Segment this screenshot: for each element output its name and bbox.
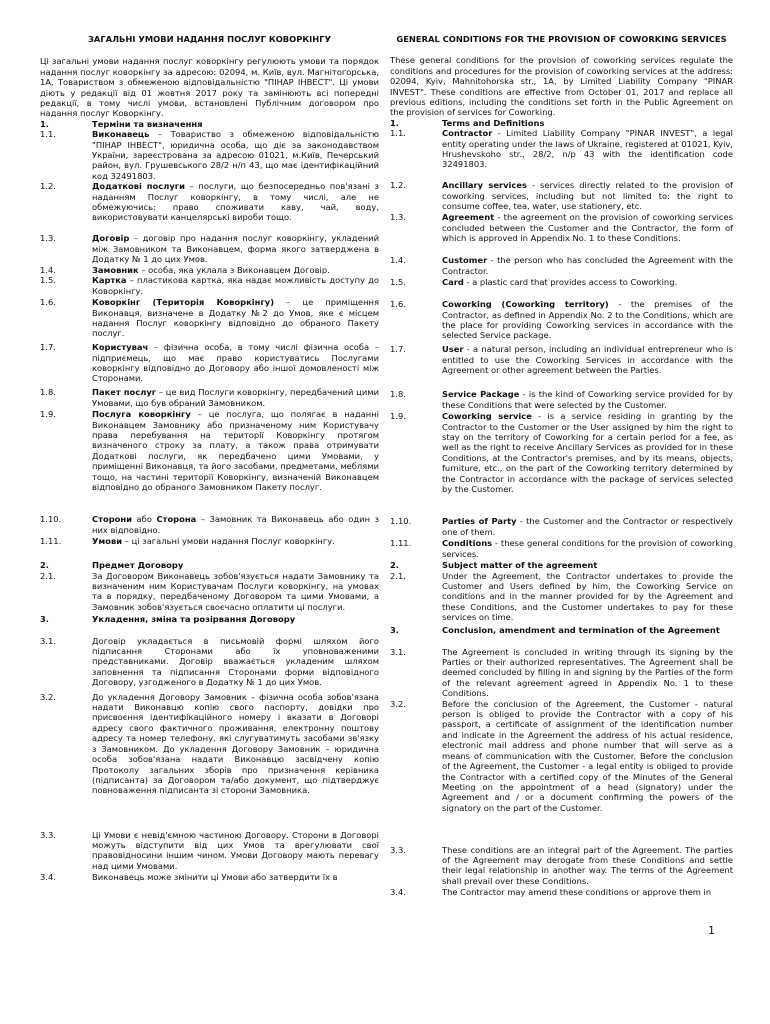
- clause-term: Customer: [442, 255, 488, 266]
- clause-body: – Товариство з обмеженою відповідальністю "ПІНАР ІНВЕСТ", юридична особа, що діє за законодавством України, зареєстрована за адресою 01021, м.Київ, Печерський район, вул. Грушевського 28/2 н/п 43, що має ідентифікаційний код 32491803.: [92, 129, 379, 181]
- en-section-2-num: 2.: [390, 560, 399, 571]
- clause-body: - the person who has concluded the Agreement with the Contractor.: [442, 255, 733, 276]
- clause-number: 1.5.: [390, 277, 406, 288]
- clause-body: – ці загальні умови надання Послуг коворкінгу.: [122, 536, 335, 547]
- clause-term: User: [442, 344, 464, 355]
- clause-body: За Договором Виконавець зобов'язується надати Замовнику та визначеним ним Користувачам Послуги коворкінгу, на умовах та в порядку, передбаченому Договором та цими Умовами, а Замовник зобов'язується своєчасно оплатити ці послуги.: [92, 570, 379, 612]
- clause-number: 1.2.: [40, 181, 56, 192]
- en-section-2: [390, 560, 733, 570]
- en-clause-1-7: [390, 344, 733, 389]
- clause-number: 1.2.: [390, 180, 406, 191]
- clause-text: [92, 233, 379, 265]
- uk-section-2-num: 2.: [40, 560, 49, 571]
- uk-clause-1-1: [40, 129, 379, 181]
- clause-text: [442, 212, 733, 255]
- clause-number: 3.2.: [390, 698, 406, 709]
- clause-text: [442, 255, 733, 277]
- clause-body: - the Customer and the Contractor or respectively one of them.: [442, 516, 733, 537]
- en-clause-1-9: [390, 411, 733, 516]
- clause-text: [442, 344, 733, 389]
- clause-body: або: [132, 514, 157, 525]
- en-section-1-num: 1.: [390, 117, 399, 128]
- en-section-3-title: Conclusion, amendment and termination of the Agreement: [442, 624, 720, 635]
- clause-number: 2.1.: [390, 570, 406, 581]
- clause-term: Користувач: [92, 342, 149, 353]
- clause-term-2: Сторона: [156, 514, 197, 525]
- clause-term: Додаткові послуги: [92, 181, 185, 192]
- en-clause-1-6: [390, 299, 733, 344]
- en-section-3-num: 3.: [390, 624, 399, 635]
- clause-body: - services directly related to the provision of coworking services, including but not limited to: the right to consume coffee, tea, water, use stationery, etc.: [442, 180, 733, 212]
- clause-text: [92, 275, 379, 297]
- clause-term: Contractor: [442, 128, 493, 139]
- clause-term: Service Package: [442, 389, 520, 400]
- uk-clause-3-2: [40, 692, 379, 830]
- clause-text: [442, 411, 733, 516]
- uk-clause-1-10: [40, 514, 379, 536]
- clause-number: 1.4.: [390, 255, 406, 266]
- clause-number: 1.11.: [390, 538, 412, 549]
- clause-text: [92, 342, 379, 387]
- clause-number: 3.1.: [390, 646, 406, 657]
- en-clause-3-3: [390, 845, 733, 887]
- uk-section-3: [40, 614, 379, 636]
- clause-body: The Agreement is concluded in writing through its signing by the Parties or their authorized representatives. The Agreement shall be deemed concluded by filling in and signing by the Parties of the form of the relevant agreement agreed in Appendix No. 1 to these Conditions.: [442, 646, 733, 699]
- clause-number: 1.8.: [390, 389, 406, 400]
- uk-clause-1-7: [40, 342, 379, 387]
- en-clause-3-2: [390, 699, 733, 845]
- clause-text: [442, 538, 733, 560]
- uk-clause-3-4: [40, 872, 379, 883]
- clause-number: 1.5.: [40, 275, 56, 286]
- uk-clause-1-3: [40, 233, 379, 265]
- clause-body: - these general conditions for the provision of coworking services.: [442, 538, 733, 559]
- clause-number: 3.3.: [390, 844, 406, 855]
- clause-body: - Limited Liability Company "PINAR INVEST", a legal entity operating under the laws of Ukraine, registered at 01021, Kyiv, Hrushevskoho str., 28/2, n/p 43 with the identification code 32491803.: [442, 128, 733, 170]
- english-column: [390, 34, 733, 898]
- uk-section-2-title: Предмет Договору: [92, 560, 184, 571]
- clause-body: До укладення Договору Замовник – фізична особа зобов'язана надати Виконавцю копію свого паспорту, довідки про присвоєння ідентифікаційного номеру і вказати в Договорі адресу свого фактичного проживання, електронну поштову адресу та номер телефону, які слугуватимуть засобами зв'язку з Замовником. До укладення Договору Замовник – юридична особа зобов'язана надати Виконавцю засвідчену копію Протоколу загальних зборів про призначення керівника (підписанта) за Договором та/або документ, що підтверджує повноваження підписанта зі сторони Замовника.: [92, 691, 379, 796]
- clause-text: [92, 181, 379, 233]
- clause-body: - is a service residing in granting by the Contractor to the Customer or the User assigned by him the right to stay on the territory of Coworking for a certain period for a fee, as well as the right to receive Ancillary Services as provided for in these Conditions, at the Contractor's premises, and by its means, objects, furniture, etc., on the part of the Coworking territory determined by the Contractor in accordance with the package of services selected by the Customer.: [442, 411, 733, 495]
- uk-clause-3-1: [40, 636, 379, 692]
- en-clause-1-3: [390, 212, 733, 255]
- clause-text: [92, 387, 379, 409]
- clause-number: 3.1.: [40, 635, 56, 646]
- clause-text: [442, 299, 733, 344]
- clause-number: 1.3.: [390, 212, 406, 223]
- clause-body: - the agreement on the provision of coworking services concluded between the Customer and the Contractor, the form of which is approved in Appendix No. 1 to these Conditions.: [442, 212, 733, 244]
- clause-number: 1.1.: [390, 128, 406, 139]
- clause-body: – пластикова картка, яка надає можливість доступу до Коворкінгу.: [92, 275, 379, 296]
- clause-body: – особа, яка уклала з Виконавцем Договір.: [138, 265, 330, 276]
- clause-body: – послуги, що безпосередньо пов'язані з наданням Послуг коворкінгу, в тому числі, але не обмежуючись: право споживати каву, чай, воду, використовувати канцелярські вироби тощо.: [92, 181, 379, 223]
- clause-number: 3.2.: [40, 691, 56, 702]
- ukrainian-column: [40, 34, 379, 883]
- clause-term: Умови: [92, 536, 123, 547]
- clause-term: Coworking service: [442, 411, 532, 422]
- clause-text: [442, 277, 733, 299]
- uk-section-1-num: 1.: [40, 118, 49, 129]
- clause-number: 1.9.: [390, 411, 406, 422]
- clause-body: – фізична особа, в тому числі фізична особа – підприємець, що має право користуватись Послугами коворкінгу відповідно до Договору або іншої домовленості між Сторонами.: [92, 342, 379, 384]
- clause-body: Договір укладається в письмовій формі шляхом його підписання Сторонами або їх уповноваженими представниками. Договір вважається укладеним шляхом заповнення та підписання Сторонами форми відповідного Договору, узгодженого в Додатку № 1 до цих Умов.: [92, 635, 379, 688]
- clause-text: [92, 409, 379, 514]
- page-number: 1: [708, 924, 715, 937]
- en-section-1-title: Terms and Definitions: [442, 117, 545, 128]
- clause-text: [92, 265, 379, 275]
- clause-number: 1.8.: [40, 387, 56, 398]
- en-title: GENERAL CONDITIONS FOR THE PROVISION OF COWORKING SERVICES: [396, 34, 727, 44]
- uk-section-3-title: Укладення, зміна та розірвання Договору: [92, 613, 296, 624]
- clause-text: [92, 129, 379, 181]
- clause-text: [92, 536, 379, 560]
- uk-clause-1-6: [40, 297, 379, 342]
- uk-section-2: [40, 560, 379, 570]
- clause-term: Coworking (Coworking territory): [442, 299, 609, 310]
- clause-body: Виконавець може змінити ці Умови або затвердити їх в: [92, 871, 338, 882]
- clause-body: These conditions are an integral part of the Agreement. The parties of the Agreement may derogate from these Conditions and settle their legal relationship in another way. The terms of the Agreement shall prevail over these Conditions.: [442, 844, 733, 886]
- clause-term: Ancillary services: [442, 180, 527, 191]
- clause-number: 3.3.: [40, 829, 56, 840]
- clause-term: Виконавець: [92, 129, 150, 140]
- clause-term: Коворкінг (Територія Коворкінгу): [92, 297, 275, 308]
- en-section-1: [390, 118, 733, 128]
- clause-number: 1.11.: [40, 536, 62, 547]
- clause-number: 3.4.: [40, 871, 56, 882]
- clause-number: 1.10.: [40, 514, 62, 525]
- clause-number: 1.9.: [40, 409, 56, 420]
- uk-intro: Ці загальні умови надання послуг коворкінгу регулюють умови та порядок надання послуг коворкінгу за адресою: 02094, м. Київ, вул. Магнітогорська, 1А, Товариством з обмеженою відповідальністю "ПІНАР ІНВЕСТ". Ці умови діють у редакції від 01 жовтня 2017 року та замінюють всі попередні редакції, в тому числі умови, встановлені Публічним договором про надання послуг Коворкінгу.: [40, 56, 379, 119]
- clause-number: 3.4.: [390, 886, 406, 897]
- clause-term: Parties of Party: [442, 516, 517, 527]
- clause-term: Послуга коворкінгу: [92, 409, 191, 420]
- clause-term: Договір: [92, 233, 130, 244]
- clause-number: 1.4.: [40, 265, 56, 276]
- clause-text: [442, 180, 733, 212]
- clause-text: [442, 516, 733, 538]
- clause-body: – це вид Послуги коворкінгу, передбачений цими Умовами, що був обраний Замовником.: [92, 387, 380, 408]
- en-clause-1-2: [390, 180, 733, 212]
- clause-number: 1.6.: [390, 299, 406, 310]
- en-clause-3-1: [390, 647, 733, 699]
- en-clause-1-1: [390, 128, 733, 180]
- en-clause-1-8: [390, 389, 733, 411]
- clause-body-2: – Замовник та Виконавець або один з них відповідно.: [92, 514, 380, 535]
- clause-term: Conditions: [442, 538, 493, 549]
- en-clause-1-10: [390, 516, 733, 538]
- uk-clause-1-9: [40, 409, 379, 514]
- clause-body: – договір про надання послуг коворкінгу, укладений між Замовником та Виконавцем, форма якого затверджена в Додатку № 1 до цих Умов.: [92, 233, 379, 265]
- clause-body: - is the kind of Coworking service provided for by these Conditions that were selected by the Customer.: [442, 389, 733, 410]
- clause-body: Ці Умови є невід'ємною частиною Договору. Сторони в Договорі можуть відступити від цих Умов та врегулювати свої правовідносини іншим чином. Умови Договору мають перевагу над цими Умовами.: [92, 829, 379, 871]
- uk-clause-1-8: [40, 387, 379, 409]
- uk-section-1-title: Терміни та визначення: [92, 118, 203, 129]
- clause-text: [92, 514, 379, 536]
- clause-term: Agreement: [442, 212, 495, 223]
- uk-clause-1-4: [40, 265, 379, 275]
- clause-text: [92, 297, 379, 342]
- clause-number: 1.10.: [390, 516, 412, 527]
- clause-term: Картка: [92, 275, 127, 286]
- uk-clause-1-2: [40, 181, 379, 233]
- clause-body: - the premises of the Contractor, as defined in Appendix No. 2 to the Conditions, which are the place for providing Coworking services in accordance with the selected Service package.: [442, 299, 733, 341]
- clause-term: Card: [442, 277, 464, 288]
- en-clause-1-4: [390, 255, 733, 277]
- clause-text: [442, 389, 733, 411]
- en-intro: These general conditions for the provision of coworking services regulate the conditions and procedures for the provision of coworking services at the address: 02094, Kyiv, Mahnitohorska str., 1A, by Limited Liability Company "PINAR INVEST". These conditions are effective from October 01, 2017 and replace all previous editions, including the conditions set forth in the Public Agreement on the provision of services for Coworking.: [390, 55, 733, 118]
- uk-section-3-num: 3.: [40, 613, 49, 624]
- uk-title: ЗАГАЛЬНІ УМОВИ НАДАННЯ ПОСЛУГ КОВОРКІНГУ: [87, 34, 332, 44]
- clause-term: Пакет послуг: [92, 387, 157, 398]
- en-section-2-title: Subject matter of the agreement: [442, 560, 598, 571]
- clause-term: Замовник: [92, 265, 139, 276]
- en-clause-1-5: [390, 277, 733, 299]
- clause-body: - a plastic card that provides access to Coworking.: [463, 277, 678, 288]
- uk-clause-1-11: [40, 536, 379, 560]
- clause-number: 1.6.: [40, 297, 56, 308]
- clause-number: 1.1.: [40, 129, 56, 140]
- clause-body: The Contractor may amend these conditions or approve them in: [442, 886, 712, 897]
- clause-body: Under the Agreement, the Contractor undertakes to provide the Customer and Users defined by him, the Coworking Service on conditions and in the manner provided for by the Agreement and these Conditions, and the Customer undertakes to pay for these services on time.: [442, 570, 733, 623]
- clause-number: 2.1.: [40, 570, 56, 581]
- clause-body: Before the conclusion of the Agreement, the Customer - natural person is obliged to provide the Contractor with a copy of his passport, a certificate of assignment of the identification number and indicate in the Agreement the address of his actual residence, electronic mail address and phone number that will serve as a means of communication with the Customer. Before the conclusion of the Agreement, the Customer - a legal entity is obliged to provide the Contractor with a certified copy of the Minutes of the General Meeting on the appointment of a head (signatory) under the Agreement and / or a document confirming the powers of the signatory on the part of the Customer.: [442, 698, 733, 813]
- en-clause-2-1: [390, 571, 733, 625]
- clause-body: - a natural person, including an individual entrepreneur who is entitled to use the Coworking Services in accordance with the Agreement or other agreement between the Parties.: [442, 344, 733, 376]
- en-clause-3-4: [390, 887, 733, 898]
- uk-clause-2-1: [40, 571, 379, 614]
- clause-body: – це приміщення Виконавця, визначене в Додатку №2 до Умов, яке є місцем надання Послуг коворкінгу відповідно до обраного Пакету послуг.: [92, 297, 380, 339]
- uk-clause-3-3: [40, 830, 379, 872]
- en-section-3: [390, 625, 733, 647]
- clause-text: [442, 128, 733, 180]
- clause-number: 1.7.: [390, 344, 406, 355]
- uk-section-1: [40, 119, 379, 129]
- en-clause-1-11: [390, 538, 733, 560]
- clause-body: – це послуга, що полягає в наданні Виконавцем Замовнику або призначеному ним Користувачу права перебування на території Коворкінгу протягом визначеного строку за плату, а також права отримувати Додаткові послуги, як передбачено цими Умовами, у приміщенні Виконавця, та його засобами, предметами, меблями тощо, на частині території Коворкінгу, визначеній Виконавцем відповідно до обраного Замовником Пакету послуг.: [92, 409, 379, 493]
- clause-number: 1.3.: [40, 233, 56, 244]
- uk-clause-1-5: [40, 275, 379, 297]
- clause-term: Сторони: [92, 514, 133, 525]
- clause-number: 1.7.: [40, 342, 56, 353]
